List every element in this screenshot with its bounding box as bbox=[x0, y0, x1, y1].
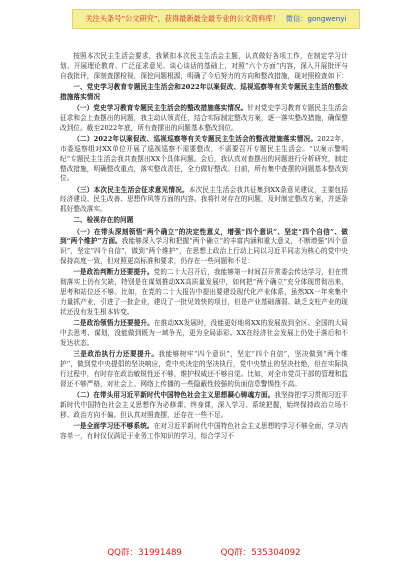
paragraph-text: 我能够深入学习和把握“两个确立”的丰富内涵和重大意义，不断增强“四个意识”，坚定“四个自信”，做到“两个维护”，在思想上政治上行动上同以习近平同志为核心的党中央保持高度一致，但对照更高标准和要求，仍存在一些问题和不足： bbox=[60, 237, 348, 266]
paragraph-lead: （二）在带头用习近平新时代中国特色社会主义思想凝心铸魂方面。 bbox=[73, 390, 275, 399]
body-paragraph bbox=[60, 350, 348, 390]
paragraph-lead: （一）党史学习教育专题民主生活会的整改措施落实情况。 bbox=[73, 103, 248, 112]
body-paragraph bbox=[60, 319, 348, 349]
banner-wechat-text: 微信：gongwenyi bbox=[285, 14, 347, 23]
footer-qq-group-2: QQ群：535304092 bbox=[220, 548, 301, 558]
paragraph-text: 党的二十大召开后，我能够第一时间召开常委会传达学习，但在贯彻落实上仍有欠缺，特别是在谋划推动XX高质量发展中，如何把“两个确立”充分体现贯彻出来，思考和站位还不够。比如，在党的二十大报告中提出要建设现代化产业体系，虽然XX一年来集中力量抓产业，引进了一批企业，建设了一批见效快的项目，但是产业基础薄弱、缺乏支柱产业的现状还没有发生根本转变。 bbox=[60, 268, 348, 316]
body-paragraph bbox=[60, 391, 348, 421]
paragraph-text: 我能够树牢“四个意识”，坚定“四个自信”，坚决做到“两个维护”，做到党中央提倡的坚决响应，党中央决定的坚决执行，党中央禁止的坚决杜绝，但在实际执行过程中，有时存在政治敏锐性还不够，维护权威还不够自觉。比如，对全市党员干部的管理和监督还不够严格，对社会上、网络上传播的一些隐蔽性较强的负面信息警惕性不高。 bbox=[60, 349, 348, 388]
paragraph-lead: （三）本次民主生活会征求意见情况。 bbox=[73, 185, 189, 194]
paragraph-lead: （二）2022年以案促改、巡视巡察等有关专题民主生活会的整改措施落实情况。 bbox=[73, 134, 318, 143]
banner-promo-text: 关注头条号“公文研究”，获得最新最全最专业的公文资料库！ bbox=[85, 14, 280, 23]
body-paragraph bbox=[60, 228, 348, 268]
footer-contact bbox=[0, 546, 408, 560]
body-paragraph bbox=[60, 104, 348, 134]
footer-qq-group-1: QQ群：31991489 bbox=[107, 548, 182, 558]
paragraph-lead: 三是政治执行力还要提升。 bbox=[73, 349, 159, 358]
body-paragraph bbox=[60, 422, 348, 442]
paragraph-lead: 一是全面学习还不够系统。 bbox=[73, 421, 154, 430]
section-heading: 二、检视存在的问题 bbox=[73, 216, 134, 225]
paragraph-text: 我坚持把学习贯彻习近平新时代中国特色社会主义思想作为必修课、终身课，深入学习、系统把握，始终保持政治立场不移、政治方向不偏。但认真对照查摆，还存在一些不足。 bbox=[60, 390, 348, 419]
paragraph-text: 在推动XX发展时，没能更好地将XX的发展放到全区、全国的大局中去思考、谋划，没能做到既为一域争光，更为全局添彩。XX在经济社会发展上仍处于落后和不发达状态。 bbox=[60, 319, 348, 347]
body-paragraph bbox=[60, 268, 348, 318]
paragraph-text: 本次民主生活会我共征集到XX条意见建议，主要包括经济建设、民生改善、思想作风等方面的内容。我将针对存在的问题，及时制定整改方案，并逐条抓好整改落实。 bbox=[60, 185, 348, 214]
section-heading: 一、党史学习教育专题民主生活会和2022年以案促改、巡视巡察等有关专题民主生活的整改措施落实情况 bbox=[60, 82, 348, 101]
document-body bbox=[60, 52, 348, 534]
paragraph-lead: （一）在带头深刻领悟“两个确立”的决定性意义，增强“四个意识”、坚定“四个自信”、做到“两个维护”方面。 bbox=[60, 227, 348, 246]
paragraph-text: 2022年，市委巡察组对XX单位开展了巡视巡察不需要整改，不需要召开专题民主生活会。“以案示警明纪”专题民主生活会我共查摆出XX个具体问题。会后，我认真对查摆出的问题进行分析研究，制定整改措施，明确整改重点，落实整改责任，全力做好整改。目前，所有集中查摆的问题基本整改到位。 bbox=[60, 134, 348, 183]
paragraph-lead: 一是政治判断力还要提升。 bbox=[73, 268, 154, 277]
body-paragraph bbox=[60, 135, 348, 185]
body-paragraph bbox=[60, 186, 348, 216]
header-banner bbox=[72, 9, 360, 29]
paragraph-text: 在对习近平新时代中国特色社会主义思想的学习不够全面，学习内容单一，有时仅仅满足于业务工作知识的学习，综合学习不 bbox=[60, 421, 348, 440]
body-paragraph: 按照本次民主生活会要求，我紧扣本次民主生活会主题，认真做好各项工作，在制定学习计划、开展理论教育、广泛征求意见、谈心谈话的基础上，对照“六个方面”内容，深入开展批评与自我批评，深刻查摆检视，深挖问题根源，明确了今后努力的方向和整改措施，现对照检查如下： bbox=[60, 52, 348, 80]
paragraph-text: 针对党史学习教育专题民主生活会征求和会上查摆出的问题，我主动认领责任，结合实际制定整改方案，逐一落实整改措施，确保整改到位。截至2022年底，所有查摆出的问题基本整改到位。 bbox=[60, 103, 348, 132]
paragraph-lead: 二是政治领悟力还要提升。 bbox=[73, 319, 154, 328]
